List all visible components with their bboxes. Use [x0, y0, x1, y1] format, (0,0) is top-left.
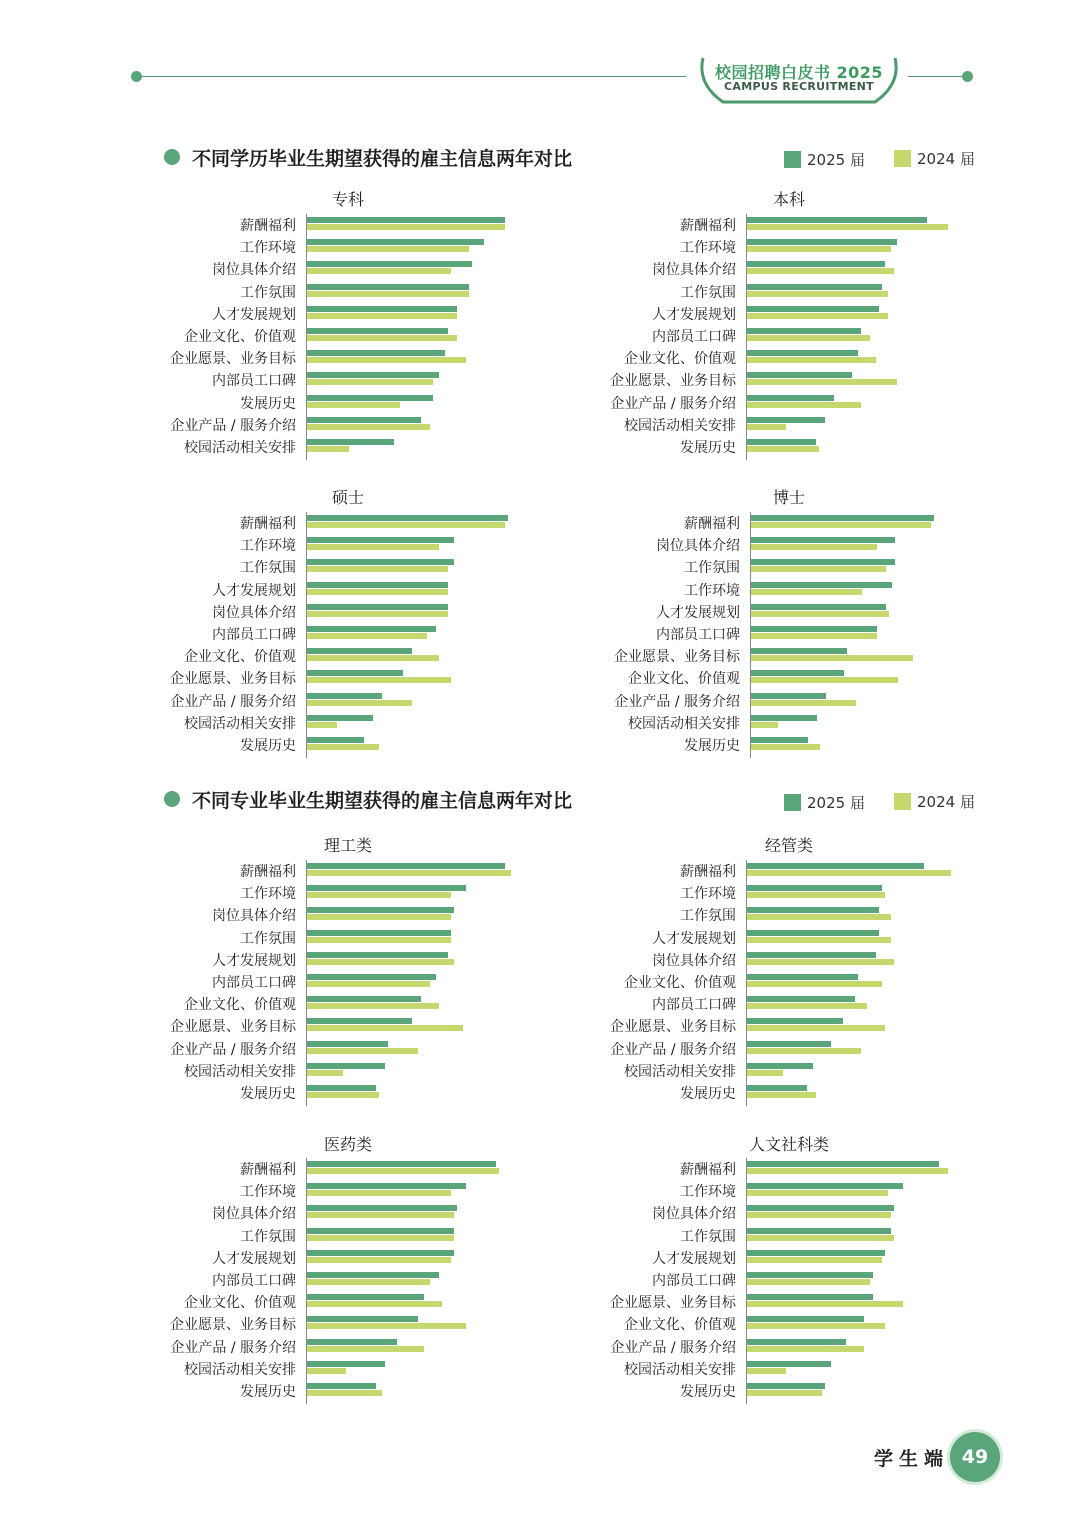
category-label: 内部员工口碑 — [212, 373, 296, 390]
bar-2025 — [747, 395, 834, 401]
bar-2025 — [307, 715, 373, 721]
bar-2024 — [747, 1168, 948, 1174]
category-label: 内部员工口碑 — [652, 329, 736, 345]
bar-2024 — [747, 1212, 891, 1218]
bar-2025 — [307, 1383, 376, 1389]
bar-2025 — [747, 1250, 885, 1256]
category-label: 校园活动相关安排 — [184, 440, 296, 456]
bar-2025 — [747, 1383, 825, 1389]
bar-2025 — [307, 1272, 439, 1278]
category-label: 人才发展规划 — [656, 604, 740, 621]
legend-item-2024 — [894, 791, 975, 812]
category-label: 工作环境 — [680, 1184, 736, 1201]
category-label: 企业文化、价值观 — [184, 649, 296, 666]
category-label: 薪酬福利 — [240, 1162, 296, 1178]
bar-2025 — [747, 1339, 846, 1345]
bar-2025 — [747, 372, 852, 378]
header-subtitle: CAMPUS RECRUITMENT — [724, 80, 874, 93]
category-label: 校园活动相关安排 — [184, 715, 296, 732]
bar-2024 — [747, 402, 861, 408]
bar-2025 — [307, 1316, 418, 1322]
bar-2025 — [307, 863, 505, 869]
category-label: 企业产品 / 服务介绍 — [610, 1339, 736, 1356]
bar-2025 — [747, 1018, 843, 1024]
bar-2025 — [751, 582, 892, 588]
bar-2024 — [307, 1070, 343, 1076]
category-label: 工作环境 — [240, 538, 296, 555]
bar-2025 — [307, 952, 448, 958]
bar-2025 — [747, 217, 927, 223]
category-label: 工作氛围 — [240, 560, 296, 577]
category-label: 工作氛围 — [680, 908, 736, 925]
section-title: 不同学历毕业生期望获得的雇主信息两年对比 — [192, 148, 573, 170]
category-label: 工作氛围 — [684, 560, 740, 577]
bar-2025 — [307, 1361, 385, 1367]
category-label: 企业愿景、业务目标 — [610, 1295, 736, 1312]
bar-2024 — [747, 335, 870, 341]
category-label: 发展历史 — [680, 1086, 736, 1102]
chart-title: 经管类 — [764, 836, 814, 855]
chart-title: 博士 — [772, 488, 806, 507]
bar-2024 — [747, 1323, 885, 1329]
header-dot-right — [962, 71, 973, 82]
category-label: 企业愿景、业务目标 — [170, 351, 296, 368]
bar-2024 — [751, 522, 931, 528]
bar-2024 — [307, 1279, 430, 1285]
category-label: 岗位具体介绍 — [652, 1206, 736, 1223]
bar-2025 — [747, 863, 924, 869]
bar-2024 — [747, 981, 882, 987]
bar-2024 — [747, 1235, 894, 1241]
category-label: 薪酬福利 — [680, 218, 736, 234]
bar-2024 — [747, 870, 951, 876]
category-label: 企业文化、价值观 — [184, 1295, 296, 1312]
bar-2025 — [307, 1041, 388, 1047]
bar-2025 — [307, 1161, 496, 1167]
category-label: 薪酬福利 — [240, 516, 296, 532]
bar-2024 — [307, 246, 469, 252]
legend-item-2024 — [894, 148, 975, 169]
category-label: 企业文化、价值观 — [184, 329, 296, 345]
bar-2024 — [307, 937, 451, 943]
category-label: 人才发展规划 — [212, 1250, 296, 1267]
bar-2025 — [747, 930, 879, 936]
bar-2024 — [307, 655, 439, 661]
category-label: 企业文化、价值观 — [624, 975, 736, 991]
bar-2025 — [747, 1085, 807, 1091]
bar-2025 — [307, 417, 421, 423]
category-label: 企业愿景、业务目标 — [170, 1317, 296, 1334]
category-label: 内部员工口碑 — [212, 975, 296, 991]
category-label: 校园活动相关安排 — [628, 715, 740, 732]
category-label: 人才发展规划 — [212, 952, 296, 969]
bar-2025 — [751, 559, 895, 565]
bar-2025 — [307, 1205, 457, 1211]
bar-2025 — [747, 1205, 894, 1211]
bar-2025 — [747, 1161, 939, 1167]
bar-2024 — [747, 379, 897, 385]
bar-2024 — [307, 1025, 463, 1031]
category-label: 发展历史 — [240, 738, 296, 754]
category-label: 岗位具体介绍 — [652, 262, 736, 279]
legend-label-2025: 2025 届 — [807, 794, 865, 812]
bar-2024 — [747, 1368, 786, 1374]
section-title: 不同专业毕业生期望获得的雇主信息两年对比 — [192, 790, 573, 812]
category-label: 企业产品 / 服务介绍 — [170, 1339, 296, 1356]
header-rule-right — [908, 76, 968, 77]
bar-2025 — [747, 350, 858, 356]
bar-2025 — [307, 974, 436, 980]
bar-2024 — [307, 446, 349, 452]
bar-2025 — [751, 604, 886, 610]
bar-2025 — [307, 737, 364, 743]
category-label: 工作氛围 — [680, 1228, 736, 1245]
bar-2024 — [307, 744, 379, 750]
bar-2025 — [747, 1316, 864, 1322]
category-label: 薪酬福利 — [240, 218, 296, 234]
bar-2025 — [747, 284, 882, 290]
bar-2025 — [747, 439, 816, 445]
bar-2024 — [751, 611, 889, 617]
bar-2025 — [747, 1063, 813, 1069]
bar-2024 — [747, 959, 894, 965]
bar-2025 — [307, 670, 403, 676]
bar-2024 — [307, 700, 412, 706]
category-label: 内部员工口碑 — [652, 1273, 736, 1289]
bar-2024 — [307, 424, 430, 430]
bar-2025 — [747, 1041, 831, 1047]
bar-2025 — [307, 284, 469, 290]
bar-2025 — [307, 930, 451, 936]
legend-item-2025 — [784, 792, 865, 813]
bar-2024 — [307, 1048, 418, 1054]
legend-swatch-2024 — [894, 793, 911, 810]
bar-2025 — [307, 559, 454, 565]
bar-2024 — [307, 959, 454, 965]
page-number: 49 — [950, 1432, 1000, 1482]
bar-2024 — [307, 224, 505, 230]
category-label: 工作氛围 — [240, 1228, 296, 1245]
bar-2025 — [307, 395, 433, 401]
category-label: 工作环境 — [240, 1184, 296, 1201]
bar-2024 — [751, 677, 898, 683]
bar-2025 — [307, 693, 382, 699]
category-label: 薪酬福利 — [680, 1162, 736, 1178]
bar-2024 — [747, 1070, 783, 1076]
category-label: 企业愿景、业务目标 — [170, 1019, 296, 1036]
category-label: 企业产品 / 服务介绍 — [170, 1041, 296, 1058]
bar-2025 — [307, 626, 436, 632]
bar-2024 — [747, 424, 786, 430]
bar-2024 — [747, 937, 891, 943]
bar-2025 — [307, 261, 472, 267]
legend-item-2025 — [784, 149, 865, 170]
category-label: 企业产品 / 服务介绍 — [170, 417, 296, 434]
category-label: 薪酬福利 — [684, 516, 740, 532]
category-label: 企业愿景、业务目标 — [610, 373, 736, 390]
bar-2024 — [747, 224, 948, 230]
bar-2024 — [751, 700, 856, 706]
bar-2024 — [307, 1257, 451, 1263]
category-label: 校园活动相关安排 — [624, 417, 736, 434]
category-label: 岗位具体介绍 — [212, 1206, 296, 1223]
bar-2024 — [307, 1323, 466, 1329]
bar-2024 — [307, 313, 457, 319]
category-label: 工作环境 — [684, 582, 740, 599]
bar-2025 — [751, 715, 817, 721]
legend-swatch-2025 — [784, 794, 801, 811]
category-label: 校园活动相关安排 — [624, 1361, 736, 1378]
bar-2024 — [747, 1279, 870, 1285]
bar-2024 — [307, 1003, 439, 1009]
category-label: 工作环境 — [680, 240, 736, 257]
category-label: 发展历史 — [680, 440, 736, 456]
bar-2024 — [747, 1092, 816, 1098]
category-label: 人才发展规划 — [212, 582, 296, 599]
bar-2024 — [307, 914, 451, 920]
category-label: 企业产品 / 服务介绍 — [170, 693, 296, 710]
bar-2024 — [751, 744, 820, 750]
bar-2025 — [751, 515, 934, 521]
category-label: 工作环境 — [240, 886, 296, 903]
bar-2025 — [307, 372, 439, 378]
category-label: 人才发展规划 — [652, 1250, 736, 1267]
category-label: 发展历史 — [240, 1086, 296, 1102]
bar-2024 — [747, 1003, 867, 1009]
category-label: 薪酬福利 — [680, 864, 736, 880]
bar-2024 — [307, 544, 439, 550]
bar-2024 — [307, 870, 511, 876]
category-label: 人才发展规划 — [652, 930, 736, 947]
bar-2025 — [307, 1018, 412, 1024]
category-label: 企业文化、价值观 — [624, 351, 736, 368]
category-label: 内部员工口碑 — [212, 1273, 296, 1289]
category-label: 企业产品 / 服务介绍 — [610, 395, 736, 412]
legend-swatch-2025 — [784, 151, 801, 168]
bar-2024 — [751, 655, 913, 661]
bar-2024 — [307, 1235, 454, 1241]
bar-2024 — [307, 1212, 454, 1218]
bar-2024 — [307, 357, 466, 363]
bar-2025 — [747, 306, 879, 312]
category-label: 内部员工口碑 — [652, 997, 736, 1014]
category-label: 工作环境 — [240, 240, 296, 257]
header-title: 校园招聘白皮书 2025 — [714, 63, 884, 82]
bar-2025 — [747, 996, 855, 1002]
bar-2025 — [307, 217, 505, 223]
bar-2025 — [747, 907, 879, 913]
bar-2024 — [307, 722, 337, 728]
bar-2024 — [307, 633, 427, 639]
category-label: 企业文化、价值观 — [184, 997, 296, 1014]
category-label: 工作氛围 — [240, 284, 296, 301]
bar-2024 — [307, 1346, 424, 1352]
bar-2024 — [307, 1168, 499, 1174]
bar-2025 — [307, 604, 448, 610]
section-dot — [164, 791, 180, 807]
bar-2024 — [307, 1368, 346, 1374]
bar-2024 — [747, 1190, 888, 1196]
header-dot-left — [131, 71, 142, 82]
bar-2024 — [747, 291, 888, 297]
bar-2025 — [307, 306, 457, 312]
category-label: 岗位具体介绍 — [212, 262, 296, 279]
bar-2025 — [307, 1085, 376, 1091]
bar-2025 — [307, 1294, 424, 1300]
category-label: 校园活动相关安排 — [624, 1063, 736, 1080]
bar-2024 — [307, 611, 448, 617]
bar-2025 — [747, 239, 897, 245]
bar-2025 — [307, 1063, 385, 1069]
bar-2025 — [307, 328, 448, 334]
bar-2025 — [307, 537, 454, 543]
bar-2024 — [307, 1190, 451, 1196]
chart-title: 硕士 — [331, 488, 365, 507]
chart-title: 医药类 — [323, 1135, 373, 1154]
bar-2025 — [747, 1228, 891, 1234]
category-label: 薪酬福利 — [240, 864, 296, 880]
legend-label-2024: 2024 届 — [917, 150, 975, 168]
bar-2024 — [307, 1301, 442, 1307]
bar-2024 — [747, 268, 894, 274]
bar-2024 — [747, 1346, 864, 1352]
category-label: 岗位具体介绍 — [212, 908, 296, 925]
bar-2025 — [747, 1294, 873, 1300]
legend-swatch-2024 — [894, 150, 911, 167]
bar-2024 — [747, 246, 891, 252]
category-label: 发展历史 — [680, 1384, 736, 1400]
bar-2025 — [751, 737, 808, 743]
bar-2024 — [751, 566, 886, 572]
category-label: 工作氛围 — [680, 284, 736, 301]
legend-label-2024: 2024 届 — [917, 793, 975, 811]
bar-2024 — [747, 1048, 861, 1054]
category-label: 企业愿景、业务目标 — [610, 1019, 736, 1036]
category-label: 企业愿景、业务目标 — [170, 671, 296, 688]
bar-2024 — [747, 1301, 903, 1307]
bar-2024 — [751, 633, 877, 639]
bar-2025 — [307, 1250, 454, 1256]
bar-2024 — [307, 402, 400, 408]
bar-2024 — [747, 313, 888, 319]
category-label: 企业愿景、业务目标 — [614, 649, 740, 666]
bar-2025 — [747, 417, 825, 423]
bar-2024 — [307, 892, 451, 898]
category-label: 工作氛围 — [240, 930, 296, 947]
bar-2025 — [307, 350, 445, 356]
bar-2025 — [747, 974, 858, 980]
bar-2025 — [307, 996, 421, 1002]
bar-2025 — [307, 239, 484, 245]
bar-2024 — [307, 566, 448, 572]
category-label: 人才发展规划 — [212, 306, 296, 323]
chart-title: 本科 — [772, 190, 806, 209]
bar-2024 — [307, 291, 469, 297]
footer-label: 学生端 — [874, 1448, 950, 1470]
category-label: 企业产品 / 服务介绍 — [610, 1041, 736, 1058]
category-label: 岗位具体介绍 — [652, 952, 736, 969]
chart-title: 人文社科类 — [748, 1135, 830, 1154]
bar-2024 — [747, 914, 891, 920]
bar-2025 — [307, 648, 412, 654]
bar-2024 — [747, 357, 876, 363]
bar-2025 — [751, 693, 826, 699]
header-rule-left — [136, 76, 686, 77]
category-label: 工作环境 — [680, 886, 736, 903]
bar-2024 — [747, 892, 885, 898]
header-badge — [693, 54, 905, 106]
bar-2024 — [747, 1390, 822, 1396]
bar-2024 — [751, 589, 862, 595]
category-label: 校园活动相关安排 — [184, 1361, 296, 1378]
bar-2025 — [307, 582, 448, 588]
bar-2024 — [751, 544, 877, 550]
bar-2025 — [747, 1183, 903, 1189]
bar-2025 — [307, 515, 508, 521]
category-label: 校园活动相关安排 — [184, 1063, 296, 1080]
bar-2025 — [307, 885, 466, 891]
bar-2024 — [747, 1257, 882, 1263]
bar-2024 — [747, 446, 819, 452]
bar-2024 — [307, 1092, 379, 1098]
category-label: 企业产品 / 服务介绍 — [614, 693, 740, 710]
bar-2024 — [747, 1025, 885, 1031]
bar-2024 — [307, 589, 448, 595]
category-label: 内部员工口碑 — [656, 627, 740, 643]
bar-2025 — [751, 626, 877, 632]
bar-2025 — [747, 261, 885, 267]
section-dot — [164, 149, 180, 165]
bar-2025 — [307, 439, 394, 445]
bar-2025 — [751, 648, 847, 654]
bar-2024 — [307, 981, 430, 987]
category-label: 岗位具体介绍 — [212, 604, 296, 621]
bar-2025 — [307, 907, 454, 913]
bar-2025 — [747, 885, 882, 891]
category-label: 人才发展规划 — [652, 306, 736, 323]
bar-2025 — [307, 1228, 454, 1234]
category-label: 发展历史 — [240, 1384, 296, 1400]
bar-2024 — [307, 677, 451, 683]
category-label: 企业文化、价值观 — [624, 1317, 736, 1334]
bar-2025 — [751, 670, 844, 676]
bar-2025 — [751, 537, 895, 543]
chart-title: 专科 — [331, 190, 365, 209]
bar-2024 — [307, 522, 505, 528]
category-label: 发展历史 — [684, 738, 740, 754]
category-label: 发展历史 — [240, 395, 296, 412]
bar-2025 — [307, 1339, 397, 1345]
category-label: 企业文化、价值观 — [628, 671, 740, 688]
bar-2025 — [747, 1361, 831, 1367]
legend-label-2025: 2025 届 — [807, 151, 865, 169]
category-label: 内部员工口碑 — [212, 627, 296, 643]
chart-title: 理工类 — [323, 836, 373, 855]
category-label: 岗位具体介绍 — [656, 538, 740, 555]
bar-2024 — [751, 722, 778, 728]
bar-2025 — [747, 328, 861, 334]
bar-2025 — [747, 952, 876, 958]
bar-2024 — [307, 268, 451, 274]
bar-2025 — [307, 1183, 466, 1189]
bar-2024 — [307, 335, 457, 341]
bar-2024 — [307, 1390, 382, 1396]
bar-2024 — [307, 379, 433, 385]
bar-2025 — [747, 1272, 873, 1278]
